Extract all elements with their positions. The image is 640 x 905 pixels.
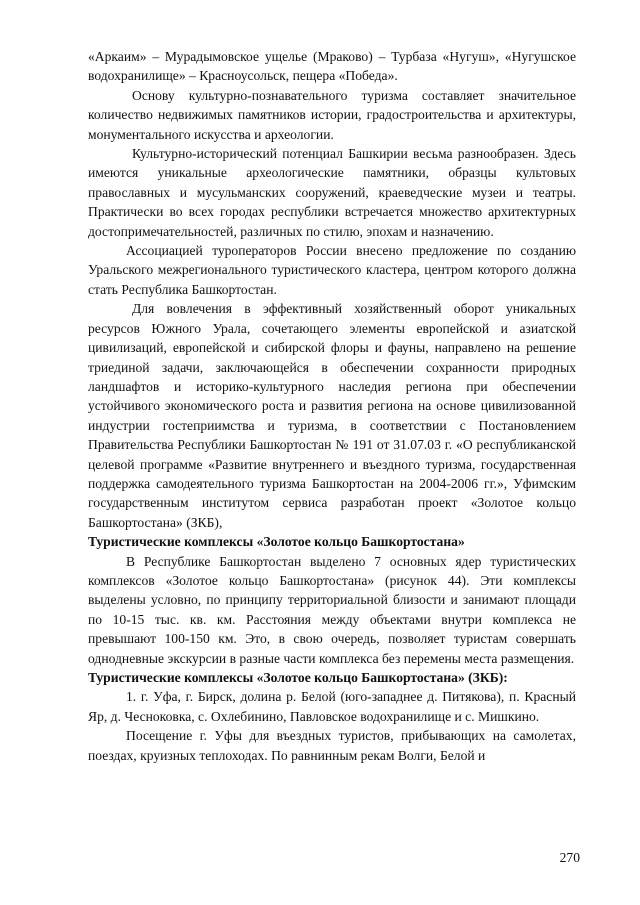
paragraph-ufa-visit: Посещение г. Уфы для въездных туристов, прибывающих на самолетах, поездах, круизных теплоходах. По равнинным рекам Волги, Белой и xyxy=(88,728,576,763)
section-heading-complexes-list: Туристические комплексы «Золотое кольцо Башкортостана» (ЗКБ): xyxy=(88,670,508,685)
paragraph-cultural-tourism-basis: Основу культурно-познавательного туризма составляет значительное количество недвижимых памятников истории, градостроительства и архитектуры, монументального искусства и археологии. xyxy=(88,87,576,142)
paragraph-complex-1: 1. г. Уфа, г. Бирск, долина р. Белой (юго-западнее д. Питякова), п. Красный Яр, д. Чесноковка, с. Охлебинино, Павловское водохранилище и с. Мишкино. xyxy=(88,689,576,724)
paragraph-golden-ring-project: Для вовлечения в эффективный хозяйственный оборот уникальных ресурсов Южного Урала, сочетающего элементы европейской и азиатской цивилизаций, европейской и сибирской флоры и фауны, направлено на решение триединой задачи, заключающейся в обеспечении сохранности природных ландшафтов и историко-культурного наследия региона при обеспечении устойчивого экономического роста и развития региона на основе цивилизованной индустрии гостеприимства и туризма, в соответствии с Постановлением Правительства Республики Башкортостан № 191 от 31.07.03 г. «О республиканской целевой программе «Развитие внутреннего и въездного туризма, государственная поддержка самодеятельного туризма Башкортостан на 2004-2006 гг.», Уфимским государственным институтом сервиса разработан проект «Золотое кольцо Башкортостана» (ЗКБ), xyxy=(88,301,576,530)
page-number: 270 xyxy=(559,850,580,865)
section-heading-tourist-complexes: Туристические комплексы «Золотое кольцо Башкортостана» xyxy=(88,534,465,550)
paragraph-seven-cores: В Республике Башкортостан выделено 7 основных ядер туристических комплексов «Золотое кольцо Башкортостана» (рисунок 44). Эти комплексы выделены условно, по принципу территориальной близости и занимают площади по 10-15 тыс. кв. км. Расстояния между объектами внутри комплекса не превышают 100-150 км. Это, в свою очередь, позволяет туристам совершать однодневные экскурсии в разные части комплекса без перемены места размещения. xyxy=(88,553,576,666)
paragraph-cultural-potential: Культурно-исторический потенциал Башкирии весьма разнообразен. Здесь имеются уникальные археологические памятники, образцы культовых православных и мусульманских сооружений, краеведческие музеи и театры. Практически во всех городах республики встречается множество архитектурных достопримечательностей, различных по стилю, эпохам и назначению. xyxy=(88,146,576,239)
paragraph-tour-operators-proposal: Ассоциацией туроператоров России внесено предложение по созданию Уральского межрегионального туристического кластера, центром которого должна стать Республика Башкортостан. xyxy=(88,243,576,297)
page-body xyxy=(88,47,576,765)
paragraph-route-list: «Аркаим» – Мурадымовское ущелье (Мраково) – Турбаза «Нугуш», «Нугушское водохранилище» – Красноусольск, пещера «Победа». xyxy=(88,49,576,84)
